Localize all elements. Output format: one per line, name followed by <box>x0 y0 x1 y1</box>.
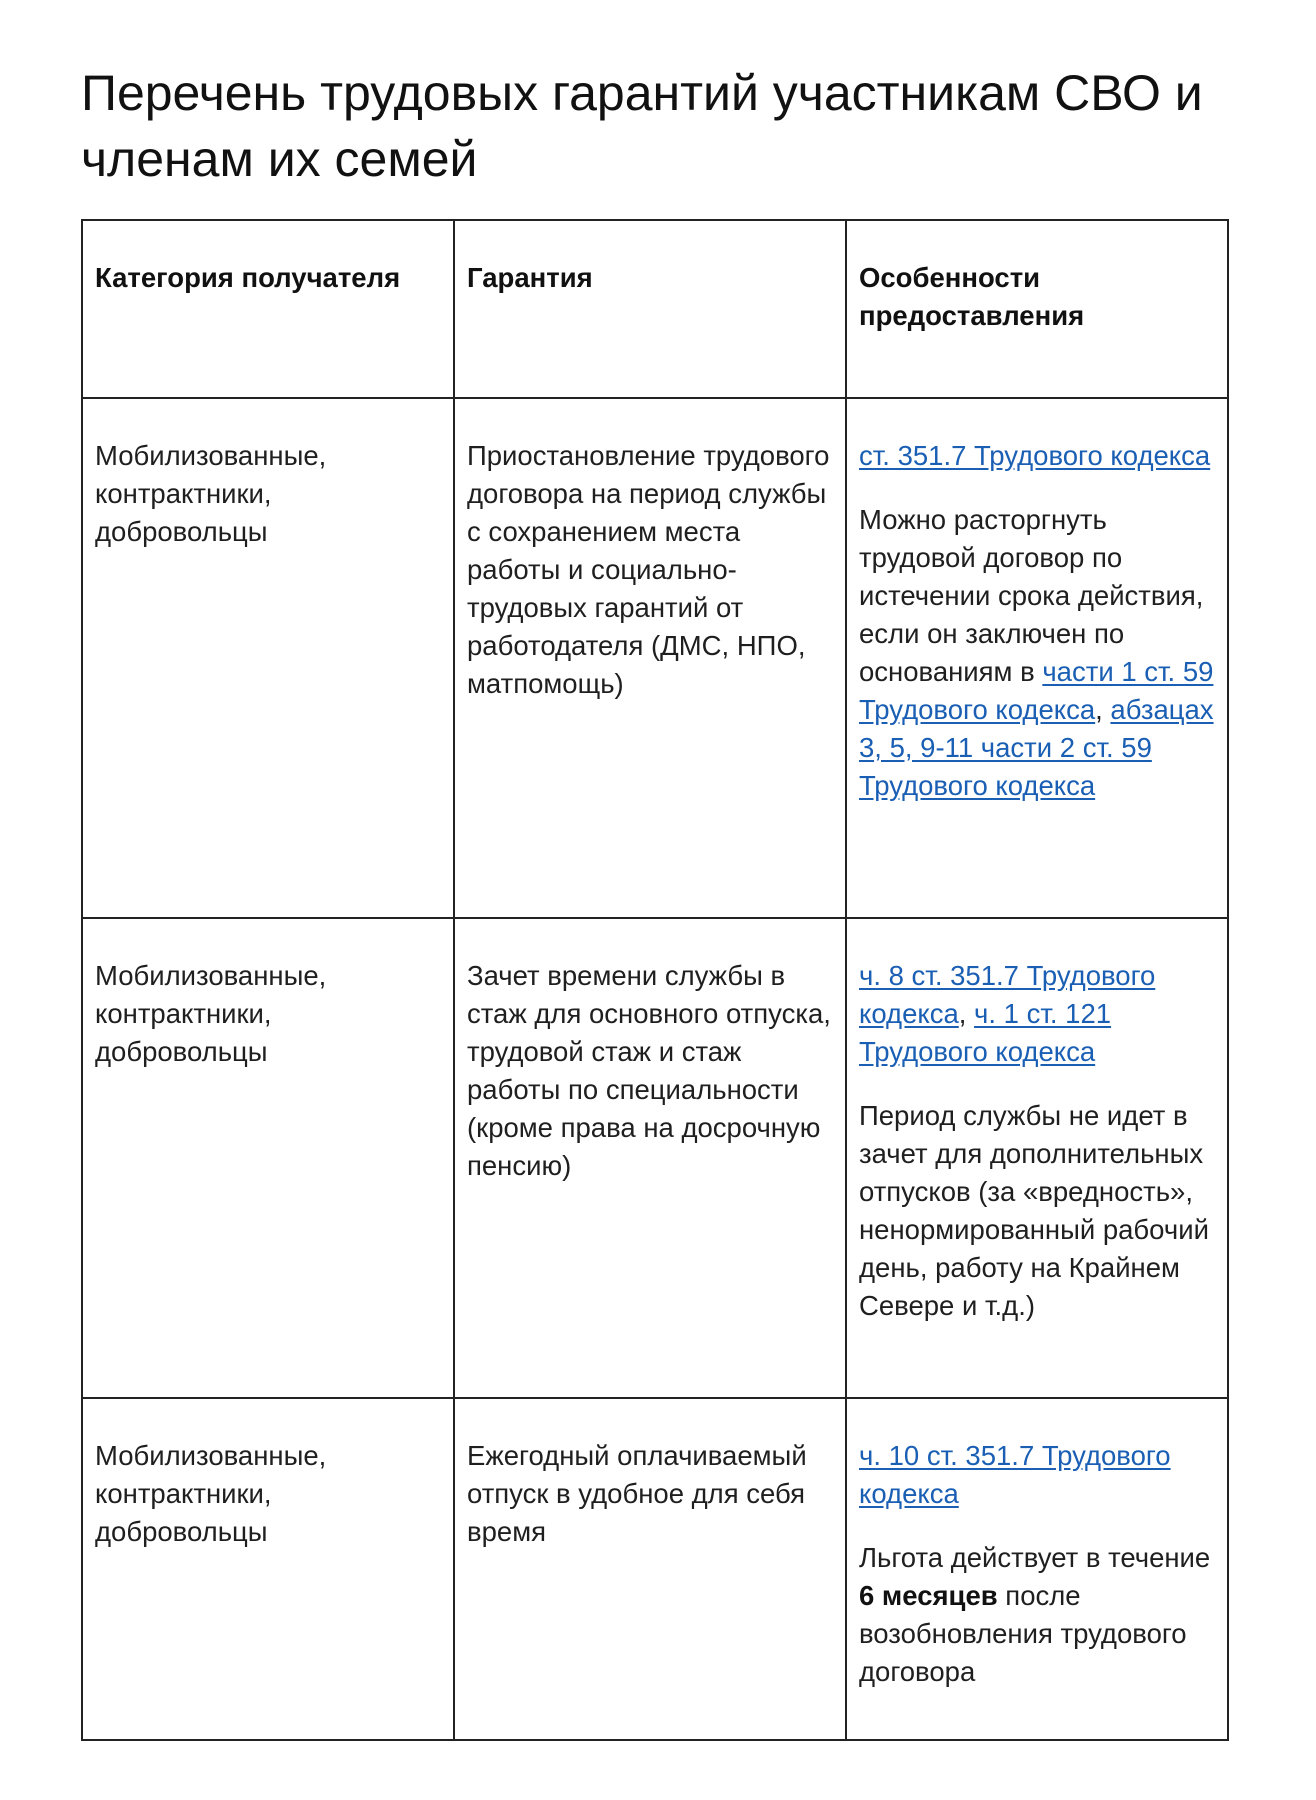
table-row <box>82 1398 1228 1740</box>
law-links <box>859 1437 1215 1513</box>
table-header-row <box>82 220 1228 398</box>
features-note <box>859 501 1215 805</box>
guarantee-cell: Приостановление трудового договора на период службы с сохранением места работы и социально-трудовых гарантий от работодателя (ДМС, НПО, матпомощь) <box>454 398 846 918</box>
law-link[interactable]: части 1 ст. 59 Трудового кодекса <box>859 656 1214 725</box>
table-row <box>82 398 1228 918</box>
highlight-duration: 6 месяцев <box>859 1580 998 1611</box>
note-text: Льгота действует в течение <box>859 1542 1211 1573</box>
guarantee-cell: Ежегодный оплачиваемый отпуск в удобное для себя время <box>454 1398 846 1740</box>
guarantee-cell: Зачет времени службы в стаж для основного отпуска, трудовой стаж и стаж работы по специальности (кроме права на досрочную пенсию) <box>454 918 846 1398</box>
law-links <box>859 437 1215 475</box>
features-cell <box>846 918 1228 1398</box>
law-link[interactable]: ч. 8 ст. 351.7 Трудового кодекса <box>859 960 1156 1029</box>
features-note <box>859 1539 1215 1691</box>
category-cell: Мобилизованные, контрактники, добровольцы <box>82 918 454 1398</box>
category-cell: Мобилизованные, контрактники, добровольцы <box>82 1398 454 1740</box>
law-link[interactable]: абзацах 3, 5, 9-11 части 2 ст. 59 Трудового кодекса <box>859 694 1214 801</box>
features-cell <box>846 398 1228 918</box>
law-link[interactable]: ч. 1 ст. 121 Трудового кодекса <box>859 998 1112 1067</box>
law-links <box>859 957 1215 1071</box>
header-features: Особенности предоставления <box>846 220 1228 398</box>
header-guarantee: Гарантия <box>454 220 846 398</box>
page-title: Перечень трудовых гарантий участникам СВО и членам их семей <box>81 65 1203 187</box>
guarantees-table <box>81 219 1229 1741</box>
table-row <box>82 918 1228 1398</box>
note-text: Можно расторгнуть трудовой договор по истечении срока действия, если он заключен по основаниям в <box>859 504 1204 687</box>
header-category: Категория получателя <box>82 220 454 398</box>
features-note: Период службы не идет в зачет для дополнительных отпусков (за «вредность», ненормированный рабочий день, работу на Крайнем Севере и т.д.) <box>859 1100 1209 1321</box>
law-link[interactable]: ст. 351.7 Трудового кодекса <box>859 440 1211 471</box>
law-link[interactable]: ч. 10 ст. 351.7 Трудового кодекса <box>859 1440 1171 1509</box>
note-text: после возобновления трудового договора <box>859 1580 1187 1687</box>
features-cell <box>846 1398 1228 1740</box>
link-separator: , <box>1095 694 1111 725</box>
category-cell: Мобилизованные, контрактники, добровольцы <box>82 398 454 918</box>
link-separator: , <box>958 998 975 1029</box>
